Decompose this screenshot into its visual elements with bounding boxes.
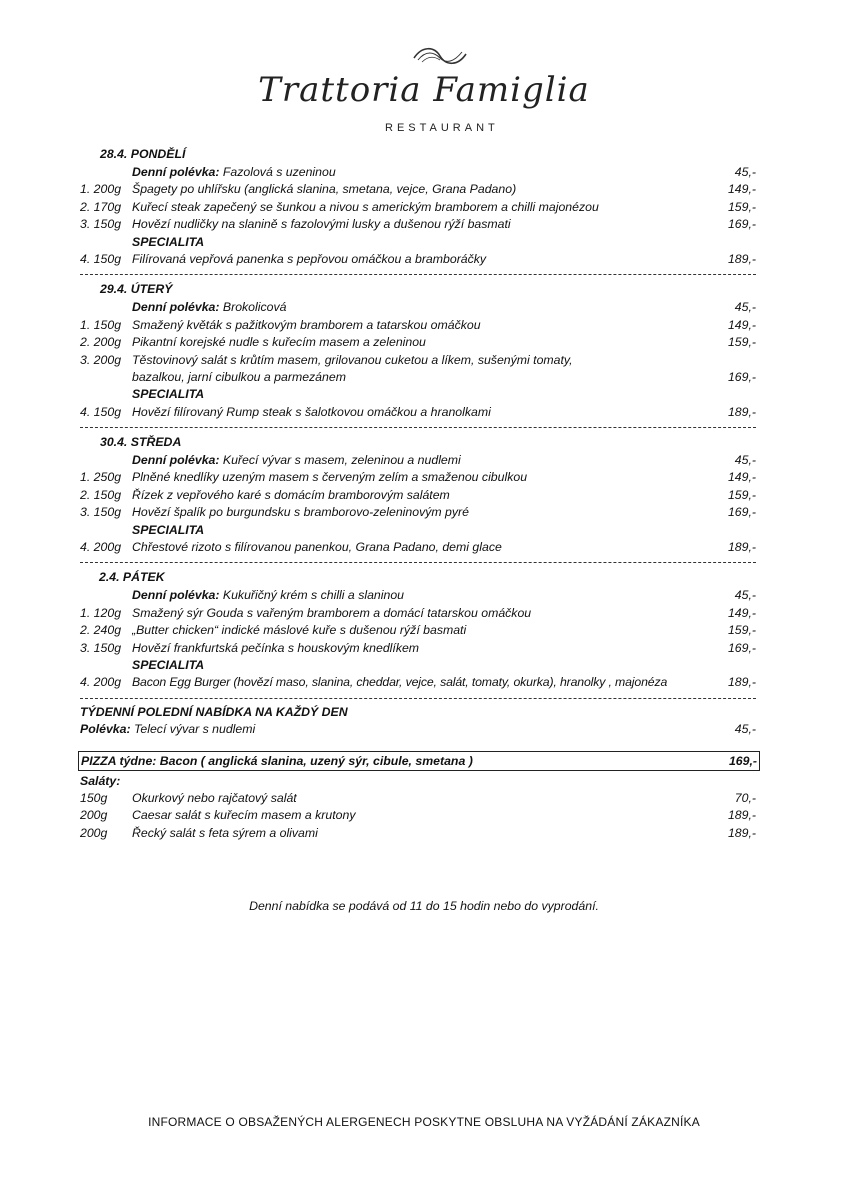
- logo-subtitle: RESTAURANT: [385, 122, 499, 134]
- menu-item: 1. 200g Špagety po uhlířsku (anglická slanina, smetana, vejce, Grana Padano) 149,-: [80, 182, 756, 197]
- day-heading: 2.4. PÁTEK: [99, 570, 165, 585]
- soup-label: Denní polévka:: [132, 453, 220, 468]
- menu-item: 1. 120g Smažený sýr Gouda s vařeným bramborem a domácí tatarskou omáčkou 149,-: [80, 605, 756, 620]
- soup-label: Denní polévka:: [132, 300, 220, 315]
- special-item: 4. 200g Bacon Egg Burger (hovězí maso, slanina, cheddar, vejce, salát, tomaty, okurka), hranolky , majonéza 189,-: [80, 675, 756, 690]
- day-section: [80, 280, 756, 429]
- salad-item: 150g Okurkový nebo rajčatový salát 70,-: [80, 790, 756, 805]
- weekly-pizza-box: [78, 751, 760, 771]
- soup-price: 45,-: [734, 300, 756, 315]
- soup-price: 45,-: [734, 453, 756, 468]
- menu-item: 3. 150g Hovězí frankfurtská pečínka s houskovým knedlíkem 169,-: [80, 640, 756, 655]
- menu-item: 1. 250g Plněné knedlíky uzeným masem s červeným zelím a smaženou cibulkou 149,-: [80, 470, 756, 485]
- special-item: 4. 150g Hovězí filírovaný Rump steak s šalotkovou omáčkou a hranolkami 189,-: [80, 404, 756, 419]
- soup-name: Brokolicová: [222, 300, 287, 315]
- menu-item: 2. 200g Pikantní korejské nudle s kuřecím masem a zeleninou 159,-: [80, 335, 756, 350]
- special-item: 4. 200g Chřestové rizoto s filírovanou panenkou, Grana Padano, demi glace 189,-: [80, 540, 756, 555]
- salads-title: Saláty:: [80, 773, 121, 788]
- daily-soup-row: [80, 587, 756, 604]
- dashed-divider: [80, 274, 756, 282]
- salad-item: 200g Řecký salát s feta sýrem a olivami 189,-: [80, 825, 756, 840]
- dashed-divider: [80, 427, 756, 435]
- weekly-soup-price: 45,-: [734, 722, 756, 737]
- menu-item: 3. 200g Těstovinový salát s krůtím masem, grilovanou cuketou a líkem, sušenými tomaty,: [80, 352, 573, 367]
- weekly-title: TÝDENNÍ POLEDNÍ NABÍDKA NA KAŽDÝ DEN: [80, 704, 348, 719]
- day-heading: 30.4. STŘEDA: [100, 435, 182, 450]
- menu-item: 2. 170g Kuřecí steak zapečený se šunkou a nivou s americkým bramborem a chilli majonézou 159,-: [80, 199, 756, 214]
- menu-item: 3. 150g Hovězí špalík po burgundsku s bramborovo-zeleninovým pyré 169,-: [80, 505, 756, 520]
- availability-note: Denní nabídka se podává od 11 do 15 hodin nebo do vyprodání.: [249, 899, 599, 913]
- allergen-footer: INFORMACE O OBSAŽENÝCH ALERGENECH POSKYTNE OBSLUHA NA VYŽÁDÁNÍ ZÁKAZNÍKA: [148, 1115, 700, 1129]
- soup-price: 45,-: [734, 165, 756, 179]
- soup-name: Kukuřičný krém s chilli a slaninou: [222, 588, 404, 603]
- weekly-pizza: PIZZA týdne: Bacon ( anglická slanina, uzený sýr, cibule, smetana ): [81, 753, 473, 768]
- day-section: [80, 568, 756, 699]
- day-section: [80, 433, 756, 564]
- dashed-divider: [80, 562, 756, 570]
- salad-item: 200g Caesar salát s kuřecím masem a krutony 189,-: [80, 808, 756, 823]
- daily-soup-row: [80, 299, 756, 316]
- menu-item: 2. 150g Řízek z vepřového karé s domácím bramborovým salátem 159,-: [80, 487, 756, 502]
- weekly-section: [80, 704, 756, 842]
- daily-soup-row: [80, 164, 756, 181]
- weekly-soup-label: Polévka:: [80, 722, 131, 737]
- weekly-pizza-price: 169,-: [728, 753, 757, 768]
- menu-item-continuation: bazalkou, jarní cibulkou a parmezánem 169,-: [132, 369, 756, 384]
- day-section: [80, 145, 756, 276]
- menu-item: 3. 150g Hovězí nudličky na slanině s fazolovými lusky a dušenou rýží basmati 169,-: [80, 217, 756, 232]
- special-label: SPECIALITA: [132, 387, 205, 402]
- soup-label: Denní polévka:: [132, 165, 220, 179]
- special-label: SPECIALITA: [132, 234, 205, 249]
- special-item: 4. 150g Filírovaná vepřová panenka s pepřovou omáčkou a bramboráčky 189,-: [80, 251, 756, 266]
- logo-title: Trattoria Famiglia: [258, 70, 590, 110]
- day-heading: 29.4. ÚTERÝ: [100, 282, 173, 297]
- daily-menu: [80, 145, 756, 842]
- soup-name: Fazolová s uzeninou: [222, 165, 336, 179]
- menu-item: 1. 150g Smažený květák s pažitkovým bramborem a tatarskou omáčkou 149,-: [80, 317, 756, 332]
- menu-item: 2. 240g „Butter chicken“ indické máslové kuře s dušenou rýží basmati 159,-: [80, 623, 756, 638]
- weekly-soup-row: [80, 721, 756, 738]
- special-label: SPECIALITA: [132, 522, 205, 537]
- soup-name: Kuřecí vývar s masem, zeleninou a nudlemi: [222, 453, 461, 468]
- dashed-divider: [80, 698, 756, 706]
- soup-label: Denní polévka:: [132, 588, 220, 603]
- flourish-ornament-icon: [412, 44, 468, 68]
- special-label: SPECIALITA: [132, 657, 205, 672]
- weekly-soup-name: Telecí vývar s nudlemi: [134, 722, 256, 737]
- soup-price: 45,-: [734, 588, 756, 603]
- daily-soup-row: [80, 452, 756, 469]
- day-heading: 28.4. PONDĚLÍ: [100, 147, 186, 161]
